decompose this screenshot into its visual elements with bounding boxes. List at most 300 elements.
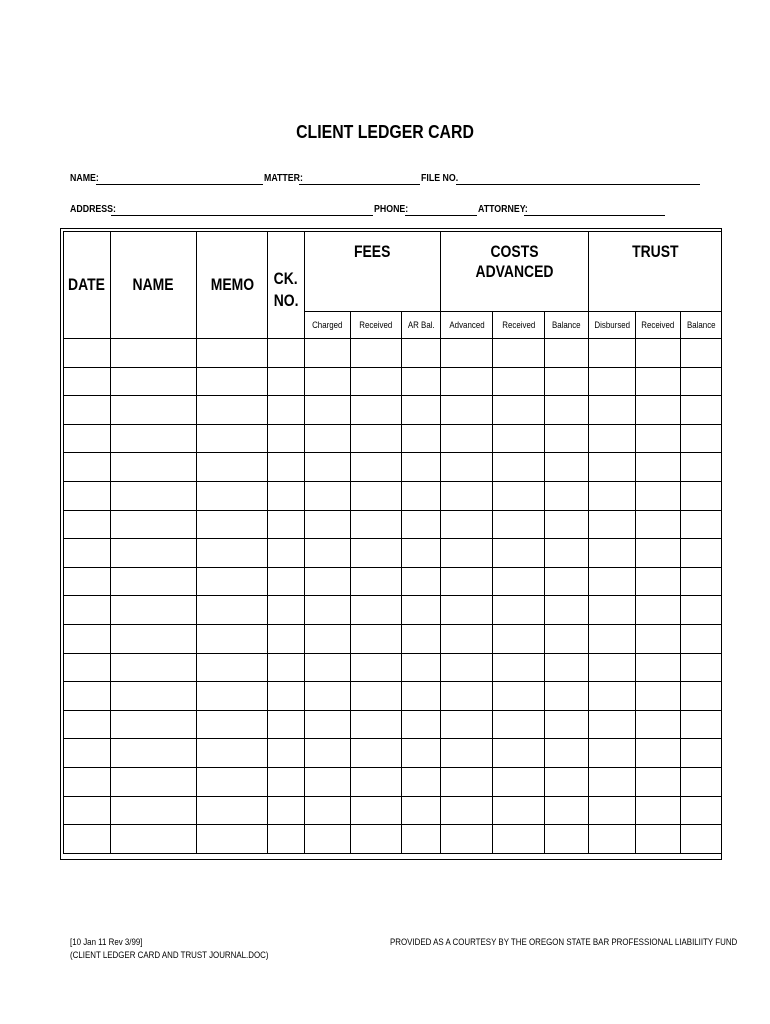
ledger-cell[interactable] [402,339,441,368]
col-header-memo [197,232,268,339]
ledger-cell[interactable] [493,767,545,796]
ledger-cell[interactable] [545,424,589,453]
ledger-cell[interactable] [589,739,636,768]
sub-header-label: Received [641,320,675,330]
ledger-cell[interactable] [64,767,111,796]
ledger-cell[interactable] [636,510,681,539]
address-label: ADDRESS: [70,204,116,215]
ledger-cell[interactable] [351,682,402,711]
ledger-cell[interactable] [305,596,351,625]
ledger-row [64,682,722,711]
attorney-label: ATTORNEY: [478,204,528,215]
ledger-cell[interactable] [493,367,545,396]
ledger-cell[interactable] [545,682,589,711]
ledger-cell[interactable] [681,682,722,711]
ledger-cell[interactable] [305,567,351,596]
ledger-cell[interactable] [589,339,636,368]
ledger-cell[interactable] [636,682,681,711]
ledger-cell[interactable] [493,396,545,425]
ledger-cell[interactable] [589,481,636,510]
ledger-cell[interactable] [111,510,197,539]
ledger-row [64,796,722,825]
ledger-cell[interactable] [681,567,722,596]
ledger-cell[interactable] [402,710,441,739]
ledger-cell[interactable] [64,339,111,368]
ledger-cell[interactable] [545,453,589,482]
ledger-cell[interactable] [636,339,681,368]
ledger-cell[interactable] [64,567,111,596]
sub-header-fees-ar-bal [402,312,441,339]
ledger-cell[interactable] [545,624,589,653]
col-header-date [64,232,111,339]
ledger-row [64,653,722,682]
ledger-cell[interactable] [441,367,493,396]
sub-header-label: Balance [552,320,581,330]
ledger-cell[interactable] [111,396,197,425]
ledger-cell[interactable] [441,596,493,625]
ledger-cell[interactable] [64,739,111,768]
ledger-cell[interactable] [441,339,493,368]
ledger-cell[interactable] [111,481,197,510]
ledger-cell[interactable] [351,653,402,682]
sub-header-label: Disbursed [594,320,630,330]
ledger-cell[interactable] [268,424,305,453]
ledger-row [64,510,722,539]
ledger-cell[interactable] [402,396,441,425]
ledger-cell[interactable] [197,424,268,453]
ledger-cell[interactable] [351,453,402,482]
ledger-cell[interactable] [197,510,268,539]
ledger-cell[interactable] [351,796,402,825]
ledger-cell[interactable] [268,767,305,796]
attorney-field[interactable] [524,215,665,216]
ledger-cell[interactable] [441,710,493,739]
ledger-cell[interactable] [589,453,636,482]
ledger-cell[interactable] [589,367,636,396]
sub-header-label: AR Bal. [407,320,435,330]
ledger-cell[interactable] [64,424,111,453]
ledger-cell[interactable] [351,539,402,568]
ledger-cell[interactable] [589,596,636,625]
ledger-cell[interactable] [64,453,111,482]
sub-header-label: Balance [686,320,716,330]
ledger-cell[interactable] [402,653,441,682]
ledger-cell[interactable] [268,339,305,368]
ledger-cell[interactable] [589,567,636,596]
ledger-cell[interactable] [441,396,493,425]
ledger-cell[interactable] [268,739,305,768]
ledger-cell[interactable] [402,739,441,768]
group-fees-label: FEES [354,242,391,261]
ledger-cell[interactable] [545,539,589,568]
ledger-cell[interactable] [351,339,402,368]
ledger-cell[interactable] [589,539,636,568]
ledger-cell[interactable] [589,510,636,539]
ledger-cell[interactable] [268,596,305,625]
ledger-cell[interactable] [681,481,722,510]
ledger-cell[interactable] [197,567,268,596]
ledger-cell[interactable] [493,539,545,568]
name-field[interactable] [96,184,263,185]
name-label: NAME: [70,173,99,184]
ledger-cell[interactable] [197,339,268,368]
ledger-cell[interactable] [636,424,681,453]
ledger-cell[interactable] [493,682,545,711]
ledger-cell[interactable] [636,596,681,625]
ledger-cell[interactable] [441,624,493,653]
ledger-cell[interactable] [589,710,636,739]
col-header-ck-no [268,232,305,339]
sub-header-fees-charged [305,312,351,339]
col-header-name-label: NAME [132,275,175,294]
ledger-cell[interactable] [545,510,589,539]
ledger-cell[interactable] [441,424,493,453]
phone-label: PHONE: [374,204,409,215]
ledger-cell[interactable] [197,653,268,682]
ledger-cell[interactable] [268,367,305,396]
ledger-cell[interactable] [589,796,636,825]
ledger-cell[interactable] [545,567,589,596]
ledger-cell[interactable] [351,767,402,796]
ledger-cell[interactable] [441,539,493,568]
header-row-address [0,202,770,218]
ledger-cell[interactable] [305,624,351,653]
ledger-cell[interactable] [305,682,351,711]
sub-header-fees-received [351,312,402,339]
ledger-cell[interactable] [493,481,545,510]
ledger-row [64,339,722,368]
ledger-cell[interactable] [493,567,545,596]
ledger-cell[interactable] [305,825,351,854]
ledger-cell[interactable] [402,767,441,796]
sub-header-label: Charged [312,320,343,330]
ledger-cell[interactable] [351,510,402,539]
file-no-field[interactable] [456,184,700,185]
ledger-cell[interactable] [351,596,402,625]
ledger-cell[interactable] [441,825,493,854]
ledger-cell[interactable] [545,739,589,768]
ledger-cell[interactable] [636,653,681,682]
ledger-cell[interactable] [441,481,493,510]
ledger-cell[interactable] [111,796,197,825]
ledger-table [63,231,722,854]
ledger-row [64,710,722,739]
ledger-cell[interactable] [493,739,545,768]
ledger-cell[interactable] [111,567,197,596]
ledger-cell[interactable] [681,624,722,653]
ledger-cell[interactable] [305,539,351,568]
ledger-row [64,739,722,768]
ledger-cell[interactable] [493,453,545,482]
ledger-cell[interactable] [636,367,681,396]
ledger-cell[interactable] [636,453,681,482]
ledger-cell[interactable] [268,396,305,425]
ledger-cell[interactable] [305,510,351,539]
sub-header-costs-advanced [441,312,493,339]
ledger-cell[interactable] [545,396,589,425]
footer-courtesy: PROVIDED AS A COURTESY BY THE OREGON STATE BAR PROFESSIONAL LIABILIITY FUND [390,937,738,947]
sub-header-trust-balance [681,312,722,339]
col-header-memo-label: MEMO [210,275,254,294]
ledger-cell[interactable] [197,682,268,711]
ledger-cell[interactable] [493,596,545,625]
ledger-cell[interactable] [351,739,402,768]
ledger-cell[interactable] [681,339,722,368]
ledger-cell[interactable] [636,739,681,768]
ledger-cell[interactable] [681,825,722,854]
footer-revision: [10 Jan 11 Rev 3/99] [70,937,143,947]
ledger-cell[interactable] [441,653,493,682]
ledger-cell[interactable] [402,481,441,510]
ledger-cell[interactable] [305,739,351,768]
sub-header-costs-received [493,312,545,339]
ledger-cell[interactable] [636,624,681,653]
ledger-cell[interactable] [636,767,681,796]
ledger-cell[interactable] [351,624,402,653]
ledger-cell[interactable] [636,539,681,568]
ledger-cell[interactable] [64,710,111,739]
ledger-cell[interactable] [545,653,589,682]
ledger-cell[interactable] [305,653,351,682]
ledger-cell[interactable] [305,396,351,425]
ledger-row [64,367,722,396]
group-header-costs-advanced [441,232,589,312]
ledger-cell[interactable] [589,653,636,682]
ledger-cell[interactable] [268,653,305,682]
ledger-cell[interactable] [351,424,402,453]
ledger-cell[interactable] [402,682,441,711]
ledger-cell[interactable] [589,624,636,653]
ledger-cell[interactable] [268,624,305,653]
ledger-cell[interactable] [111,767,197,796]
ledger-cell[interactable] [64,624,111,653]
ledger-cell[interactable] [493,510,545,539]
ledger-cell[interactable] [402,453,441,482]
ledger-cell[interactable] [197,710,268,739]
ledger-cell[interactable] [197,767,268,796]
ledger-row [64,481,722,510]
ledger-cell[interactable] [197,481,268,510]
col-header-name [111,232,197,339]
ledger-cell[interactable] [305,710,351,739]
ledger-cell[interactable] [111,539,197,568]
ledger-cell[interactable] [111,825,197,854]
ledger-cell[interactable] [64,539,111,568]
ledger-cell[interactable] [351,396,402,425]
ledger-cell[interactable] [402,424,441,453]
ledger-cell[interactable] [636,796,681,825]
group-header-trust [589,232,722,312]
ledger-cell[interactable] [441,682,493,711]
ledger-cell[interactable] [268,682,305,711]
ledger-cell[interactable] [402,796,441,825]
ledger-cell[interactable] [681,367,722,396]
ledger-cell[interactable] [268,567,305,596]
ledger-cell[interactable] [351,825,402,854]
ledger-cell[interactable] [111,682,197,711]
ledger-cell[interactable] [402,539,441,568]
sub-header-trust-received [636,312,681,339]
group-header-fees [305,232,441,312]
ledger-cell[interactable] [681,424,722,453]
ledger-cell[interactable] [111,624,197,653]
ledger-cell[interactable] [681,710,722,739]
ledger-cell[interactable] [493,339,545,368]
ledger-cell[interactable] [111,653,197,682]
col-header-date-label: DATE [68,275,106,294]
ledger-cell[interactable] [636,396,681,425]
ledger-cell[interactable] [111,739,197,768]
ledger-cell[interactable] [111,424,197,453]
ledger-cell[interactable] [305,339,351,368]
ledger-cell[interactable] [64,367,111,396]
ledger-cell[interactable] [402,367,441,396]
ledger-cell[interactable] [64,396,111,425]
ledger-cell[interactable] [64,825,111,854]
ledger-cell[interactable] [305,424,351,453]
ledger-cell[interactable] [493,710,545,739]
ledger-cell[interactable] [441,453,493,482]
ledger-cell[interactable] [351,567,402,596]
ledger-cell[interactable] [589,424,636,453]
ledger-cell[interactable] [493,825,545,854]
col-header-ck-label: CK. [273,269,299,288]
ledger-cell[interactable] [545,796,589,825]
matter-label: MATTER: [264,173,303,184]
ledger-cell[interactable] [268,481,305,510]
ledger-row [64,539,722,568]
footer-filename: (CLIENT LEDGER CARD AND TRUST JOURNAL.DOC) [70,950,269,960]
ledger-cell[interactable] [268,539,305,568]
ledger-cell[interactable] [545,481,589,510]
ledger-row [64,396,722,425]
group-trust-label: TRUST [631,242,679,261]
ledger-cell[interactable] [636,567,681,596]
ledger-cell[interactable] [441,767,493,796]
ledger-cell[interactable] [268,796,305,825]
ledger-cell[interactable] [64,481,111,510]
ledger-cell[interactable] [197,624,268,653]
ledger-cell[interactable] [545,596,589,625]
ledger-cell[interactable] [111,453,197,482]
ledger-cell[interactable] [589,396,636,425]
ledger-row [64,424,722,453]
ledger-cell[interactable] [636,710,681,739]
ledger-cell[interactable] [681,653,722,682]
ledger-cell[interactable] [589,767,636,796]
ledger-cell[interactable] [111,710,197,739]
ledger-cell[interactable] [681,539,722,568]
ledger-cell[interactable] [441,739,493,768]
ledger-cell[interactable] [681,739,722,768]
ledger-cell[interactable] [268,453,305,482]
ledger-cell[interactable] [197,796,268,825]
ledger-cell[interactable] [402,624,441,653]
ledger-cell[interactable] [681,510,722,539]
ledger-cell[interactable] [351,481,402,510]
ledger-cell[interactable] [64,796,111,825]
ledger-cell[interactable] [111,367,197,396]
ledger-cell[interactable] [545,367,589,396]
ledger-cell[interactable] [197,453,268,482]
ledger-cell[interactable] [268,825,305,854]
ledger-cell[interactable] [402,567,441,596]
ledger-cell[interactable] [681,796,722,825]
ledger-cell[interactable] [351,710,402,739]
ledger-cell[interactable] [111,596,197,625]
ledger-cell[interactable] [64,653,111,682]
ledger-row [64,624,722,653]
ledger-cell[interactable] [681,396,722,425]
ledger-row [64,453,722,482]
ledger-cell[interactable] [636,825,681,854]
ledger-row [64,596,722,625]
ledger-cell[interactable] [545,767,589,796]
ledger-cell[interactable] [305,796,351,825]
sub-header-costs-balance [545,312,589,339]
ledger-cell[interactable] [681,596,722,625]
ledger-cell[interactable] [589,825,636,854]
address-field[interactable] [111,215,373,216]
ledger-cell[interactable] [111,339,197,368]
ledger-cell[interactable] [681,767,722,796]
sub-header-label: Received [359,320,393,330]
ledger-cell[interactable] [197,367,268,396]
ledger-cell[interactable] [636,481,681,510]
ledger-cell[interactable] [197,825,268,854]
ledger-cell[interactable] [545,710,589,739]
sub-header-label: Received [502,320,536,330]
ledger-cell[interactable] [493,796,545,825]
ledger-cell[interactable] [197,539,268,568]
header-row-name [0,171,770,187]
ledger-cell[interactable] [305,453,351,482]
ledger-cell[interactable] [305,767,351,796]
ledger-cell[interactable] [402,825,441,854]
ledger-cell[interactable] [64,510,111,539]
ledger-cell[interactable] [402,596,441,625]
ledger-cell[interactable] [351,367,402,396]
ledger-cell[interactable] [268,510,305,539]
phone-field[interactable] [405,215,477,216]
ledger-cell[interactable] [64,682,111,711]
ledger-cell[interactable] [64,596,111,625]
ledger-cell[interactable] [493,424,545,453]
col-header-no-label: NO. [273,291,299,310]
group-costs-label: COSTS ADVANCED [475,242,554,281]
ledger-cell[interactable] [681,453,722,482]
ledger-cell[interactable] [441,567,493,596]
ledger-cell[interactable] [441,796,493,825]
ledger-cell[interactable] [493,653,545,682]
ledger-cell[interactable] [197,596,268,625]
ledger-row [64,567,722,596]
ledger-cell[interactable] [493,624,545,653]
ledger-cell[interactable] [441,510,493,539]
ledger-cell[interactable] [197,739,268,768]
ledger-cell[interactable] [268,710,305,739]
ledger-cell[interactable] [545,825,589,854]
ledger-cell[interactable] [545,339,589,368]
ledger-cell[interactable] [305,367,351,396]
ledger-cell[interactable] [305,481,351,510]
matter-field[interactable] [299,184,420,185]
sub-header-label: Advanced [448,320,485,330]
ledger-row [64,767,722,796]
ledger-cell[interactable] [197,396,268,425]
ledger-cell[interactable] [589,682,636,711]
ledger-cell[interactable] [402,510,441,539]
